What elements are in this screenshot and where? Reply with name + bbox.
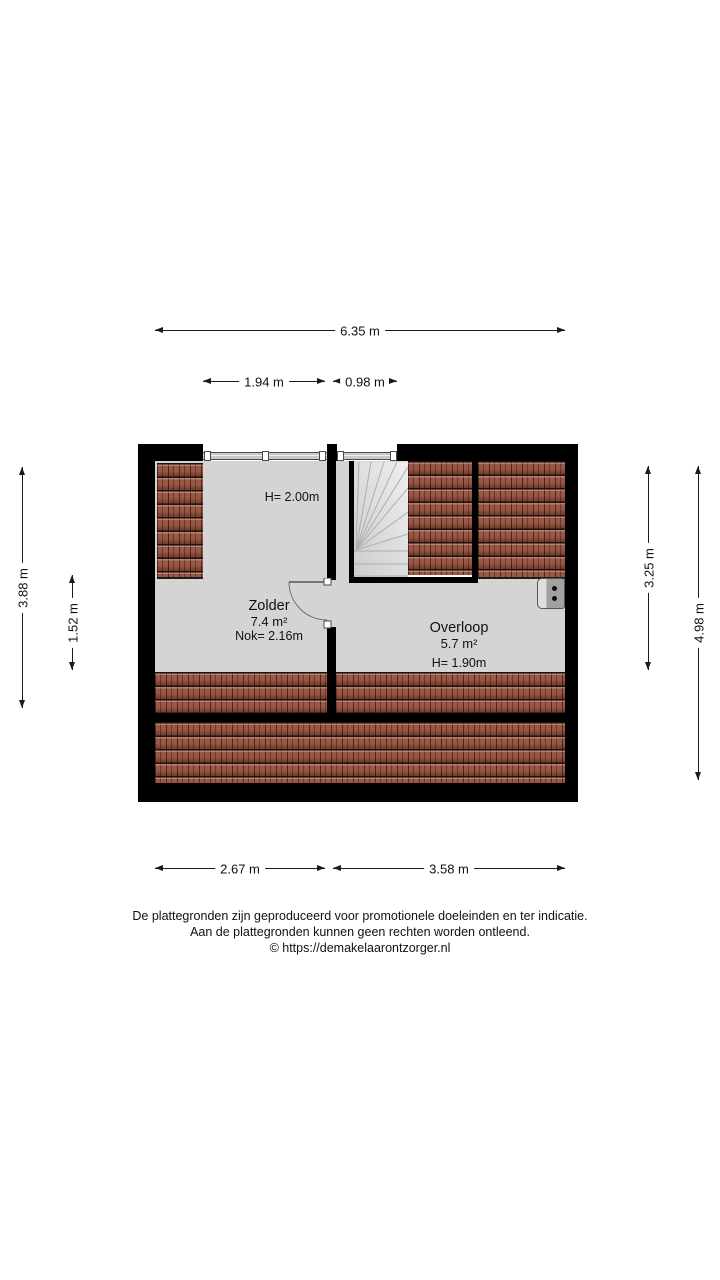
dimension-bottom-left bbox=[155, 861, 325, 877]
roof-section-left bbox=[157, 463, 203, 579]
footer-line-2: Aan de plattegronden kunnen geen rechten worden ontleend. bbox=[190, 925, 530, 939]
dimension-left-outer bbox=[15, 467, 31, 708]
window-jamb-icon bbox=[204, 451, 211, 461]
dimension-label: 0.98 m bbox=[340, 375, 390, 390]
footer-line-3: © https://demakelaarontzorger.nl bbox=[269, 941, 451, 955]
window-glass bbox=[337, 452, 397, 460]
window-mullion-icon bbox=[262, 451, 269, 461]
overloop-label-block bbox=[389, 621, 529, 671]
roof-section-lower-1 bbox=[155, 672, 565, 713]
overloop-ceiling-height: H= 1.90m bbox=[431, 656, 487, 670]
room-area-zolder: 7.4 m² bbox=[250, 614, 288, 629]
boiler-knob-icon bbox=[552, 586, 557, 591]
boiler-icon bbox=[537, 578, 565, 609]
dimension-top-total bbox=[155, 323, 565, 339]
floorplan bbox=[138, 444, 578, 802]
dimension-label: 1.52 m bbox=[66, 598, 81, 648]
footer-line-1: De plattegronden zijn geproduceerd voor promotionele doeleinden en ter indicatie. bbox=[132, 909, 588, 923]
dimension-right-inner bbox=[641, 466, 657, 670]
stairwell-wall-bottom bbox=[349, 577, 478, 583]
zolder-ridge-height: Nok= 2.16m bbox=[235, 629, 303, 643]
dimension-top-zolder bbox=[203, 374, 325, 390]
dimension-label: 2.67 m bbox=[215, 862, 265, 877]
dimension-right-outer bbox=[691, 466, 707, 780]
dimension-label: 4.98 m bbox=[692, 598, 707, 648]
divider-wall-lower bbox=[327, 627, 336, 713]
roof-mid-wall bbox=[138, 713, 578, 722]
dimension-bottom-right bbox=[333, 861, 565, 877]
window-jamb-icon bbox=[390, 451, 397, 461]
room-name-overloop: Overloop bbox=[429, 620, 489, 636]
door-icon bbox=[282, 578, 340, 634]
window-jamb-icon bbox=[337, 451, 344, 461]
room-name-zolder: Zolder bbox=[248, 598, 290, 614]
staircase-icon bbox=[354, 462, 408, 577]
room-area-overloop: 5.7 m² bbox=[440, 636, 478, 651]
roof-section-stairwell bbox=[408, 461, 472, 578]
boiler-knob-icon bbox=[552, 596, 557, 601]
dimension-label: 3.25 m bbox=[642, 543, 657, 593]
footer-disclaimer bbox=[0, 908, 720, 956]
dimension-left-inner bbox=[65, 575, 81, 670]
window-stairwell bbox=[337, 444, 397, 461]
window-zolder bbox=[203, 444, 327, 461]
stairwell-wall-right bbox=[472, 461, 478, 583]
roof-section-lower-2 bbox=[155, 722, 565, 783]
roof-section-right bbox=[478, 461, 565, 579]
dimension-label: 3.58 m bbox=[424, 862, 474, 877]
divider-wall-upper bbox=[327, 444, 336, 580]
window-jamb-icon bbox=[319, 451, 326, 461]
zolder-ceiling-height: H= 2.00m bbox=[264, 490, 320, 504]
dimension-label: 1.94 m bbox=[239, 375, 289, 390]
dimension-top-stairs bbox=[333, 374, 397, 390]
dimension-label: 3.88 m bbox=[16, 563, 31, 613]
dimension-label: 6.35 m bbox=[335, 324, 385, 339]
